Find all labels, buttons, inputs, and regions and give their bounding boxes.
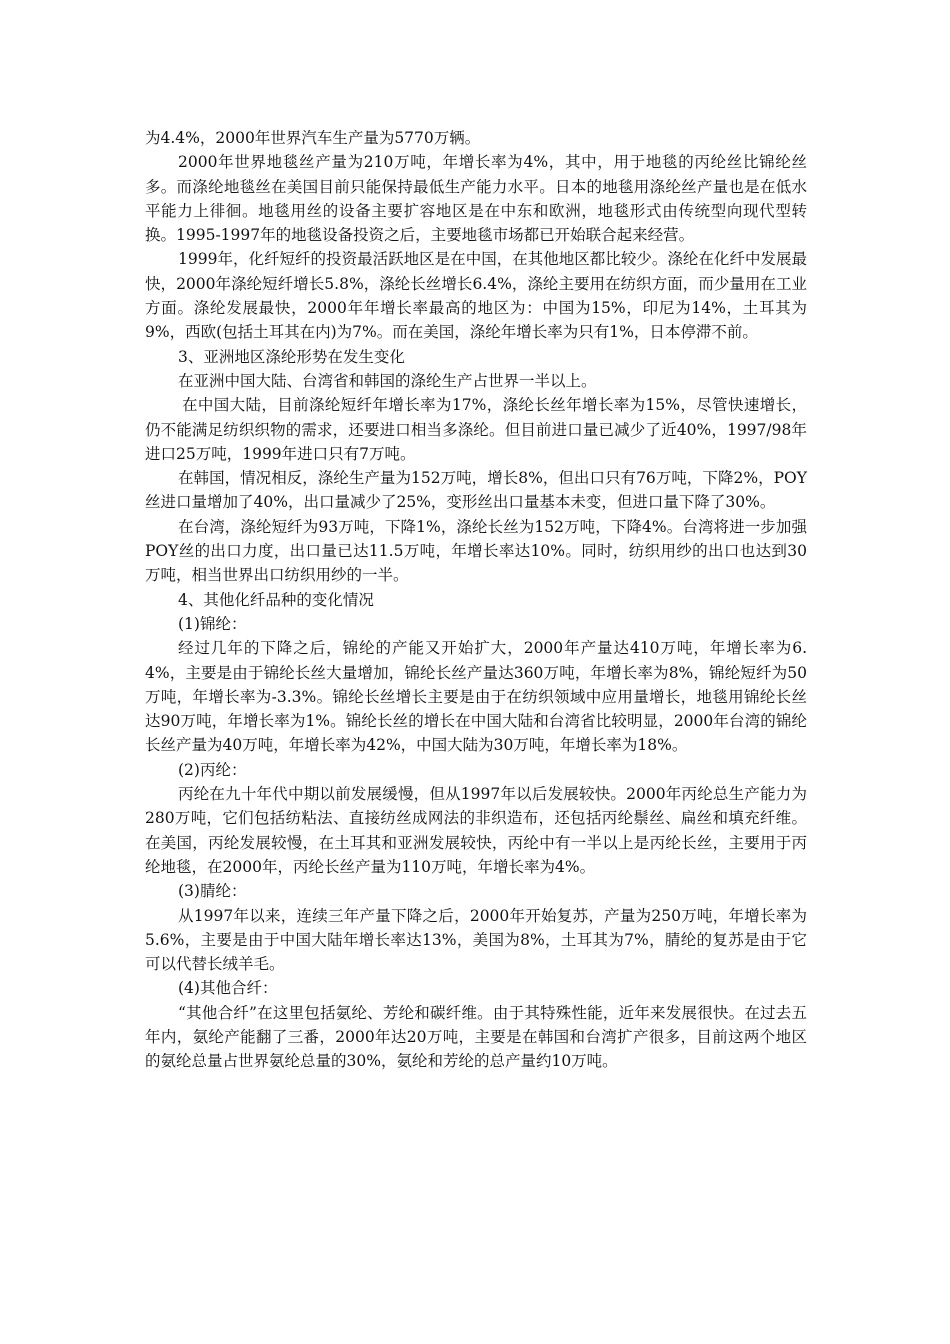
paragraph-carpet-yarn: 2000年世界地毯丝产量为210万吨，年增长率为4%，其中，用于地毯的丙纶丝比锦纶丝多。而涤纶地毯丝在美国目前只能保持最低生产能力水平。日本的地毯用涤纶丝产量也是在低水平能力上徘徊。地毯用丝的设备主要扩容地区是在中东和欧洲，地毯形式由传统型向现代型转换。1995-1997年的地毯设备投资之后，主要地毯市场都已开始联合起来经营。: [145, 153, 807, 245]
paragraph-china-mainland: 在中国大陆，目前涤纶短纤年增长率为17%，涤纶长丝年增长率为15%，尽管快速增长，仍不能满足纺织织物的需求，还要进口相当多涤纶。但目前进口量已减少了近40%，1997/98年进口25万吨，1999年进口只有7万吨。: [145, 396, 807, 463]
section-heading-other-fibers: 4、其他化纤品种的变化情况: [178, 590, 374, 609]
subheading-acrylic: (3)腈纶：: [178, 882, 247, 901]
paragraph-other-synthetics: “其他合纤”在这里包括氨纶、芳纶和碳纤维。由于其特殊性能，近年来发展很快。在过去五年内，氨纶产能翻了三番，2000年达20万吨，主要是在韩国和台湾扩产很多，目前这两个地区的氨纶总量占世界氨纶总量的30%，氨纶和芳纶的总产量约10万吨。: [145, 1003, 807, 1071]
paragraph-nylon: 经过几年的下降之后，锦纶的产能又开始扩大，2000年产量达410万吨，年增长率为6.4%，主要是由于锦纶长丝大量增加，锦纶长丝产量达360万吨，年增长率为8%，锦纶短纤为50万吨，年增长率为-3.3%。锦纶长丝增长主要是由于在纺织领域中应用量增长，地毯用锦纶长丝达90万吨，年增长率为1%。锦纶长丝的增长在中国大陆和台湾省比较明显，2000年台湾的锦纶长丝产量为40万吨，年增长率为42%，中国大陆为30万吨，年增长率为18%。: [145, 639, 807, 755]
paragraph-continuation: 为4.4%，2000年世界汽车生产量为5770万辆。: [145, 129, 481, 147]
subheading-nylon: (1)锦纶：: [178, 614, 247, 633]
document-body: [145, 126, 807, 1074]
paragraph-polypropylene: 丙纶在九十年代中期以前发展缓慢，但从1997年以后发展较快。2000年丙纶总生产能力为280万吨，它们包括纺粘法、直接纺丝成网法的非织造布，还包括丙纶鬃丝、扁丝和填充纤维。在美国，丙纶发展较慢，在土耳其和亚洲发展较快，丙纶中有一半以上是丙纶长丝，主要用于丙纶地毯，在2000年，丙纶长丝产量为110万吨，年增长率为4%。: [145, 785, 807, 876]
paragraph-staple-fiber-1999: 1999年，化纤短纤的投资最活跃地区是在中国，在其他地区都比较少。涤纶在化纤中发展最快，2000年涤纶短纤增长5.8%，涤纶长丝增长6.4%，涤纶主要用在纺织方面，而少量用在工业方面。涤纶发展最快，2000年年增长率最高的地区为：中国为15%，印尼为14%，土耳其为9%，西欧(包括土耳其在内)为7%。而在美国，涤纶年增长率为只有1%，日本停滞不前。: [145, 250, 807, 342]
section-heading-asia-polyester: 3、亚洲地区涤纶形势在发生变化: [178, 347, 405, 366]
paragraph-asia-share: 在亚洲中国大陆、台湾省和韩国的涤纶生产占世界一半以上。: [178, 371, 597, 390]
paragraph-taiwan: 在台湾，涤纶短纤为93万吨，下降1%，涤纶长丝为152万吨，下降4%。台湾将进一步加强POY丝的出口力度，出口量已达11.5万吨，年增长率达10%。同时，纺织用纱的出口也达到30万吨，相当世界出口纺织用纱的一半。: [145, 517, 807, 585]
subheading-other-synthetics: (4)其他合纤：: [178, 979, 278, 998]
subheading-polypropylene: (2)丙纶：: [178, 760, 247, 779]
paragraph-acrylic: 从1997年以来，连续三年产量下降之后，2000年开始复苏，产量为250万吨，年增长率为5.6%，主要是由于中国大陆年增长率达13%，美国为8%，土耳其为7%，腈纶的复苏是由于它可以代替长绒羊毛。: [145, 906, 807, 974]
paragraph-korea: 在韩国，情况相反，涤纶生产量为152万吨，增长8%，但出口只有76万吨，下降2%，POY丝进口量增加了40%，出口量减少了25%，变形丝出口量基本未变，但进口量下降了30%。: [145, 469, 807, 512]
